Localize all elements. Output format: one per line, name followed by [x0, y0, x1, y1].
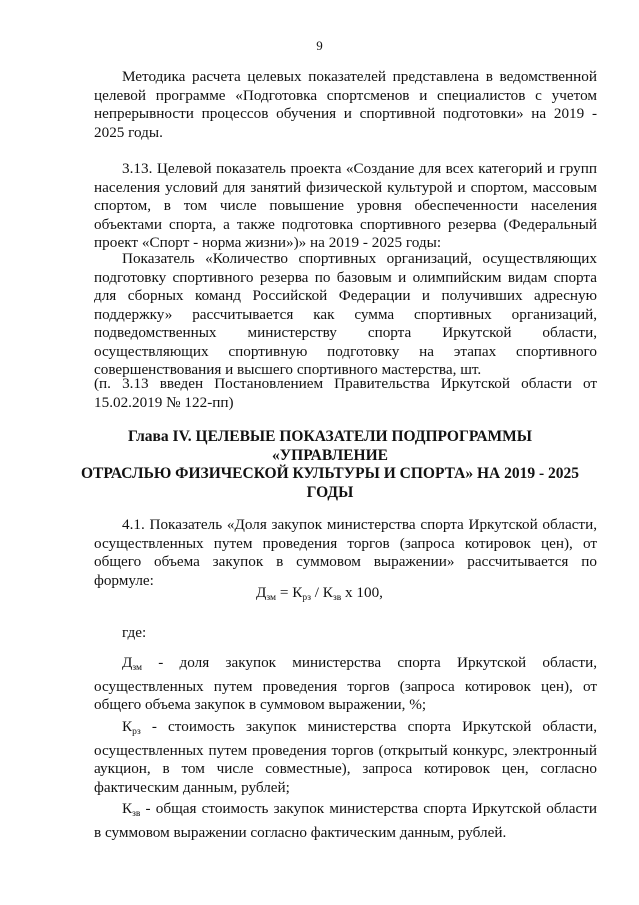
chapter-heading: [60, 428, 600, 502]
formula-k1-subscript: рз: [302, 593, 311, 603]
definition-k-zv-text: - общая стоимость закупок министерства спорта Иркутской области в суммовом выражении согласно фактическим данным, рублей.: [94, 800, 597, 841]
definition-k-rz: [94, 718, 597, 797]
formula-lhs: Д: [256, 584, 267, 601]
definition-k-rz-text: - стоимость закупок министерства спорта Иркутской области, осуществленных путем проведения торгов (открытый конкурс, электронный аукцион, в том числе совместные), запроса котировок цен, согласно фактическим данным, рублей;: [94, 718, 597, 796]
paragraph-4-1: 4.1. Показатель «Доля закупок министерства спорта Иркутской области, осуществленных путем проведения торгов (запроса котировок цен), от общего объема закупок в суммовом выражении» рассчитывается по формуле:: [94, 516, 597, 589]
formula: [0, 584, 639, 603]
definition-d-zm-subscript: зм: [132, 663, 143, 673]
paragraph-3-13: 3.13. Целевой показатель проекта «Создание для всех категорий и групп населения условий для занятий физической культурой и спортом, массовым спортом, в том числе повышение уровня обеспеченности населения объектами спорта, а также подготовка спортивного резерва (Федеральный проект «Спорт - норма жизни»)» на 2019 - 2025 годы:: [94, 160, 597, 251]
paragraph-amendment-note: (п. 3.13 введен Постановлением Правительства Иркутской области от 15.02.2019 № 122-пп): [94, 375, 597, 411]
page-number: 9: [316, 38, 323, 53]
chapter-heading-line-3: ОТРАСЛЬЮ ФИЗИЧЕСКОЙ КУЛЬТУРЫ И СПОРТА» НА 2019 - 2025: [80, 465, 580, 482]
formula-equals: = К: [276, 584, 303, 601]
chapter-heading-line-4: ГОДЫ: [306, 483, 354, 501]
where-label: где:: [122, 624, 147, 641]
paragraph-indicator: Показатель «Количество спортивных организаций, осуществляющих подготовку спортивного резерва по базовым и олимпийским видам спорта для сборных команд Российской Федерации и получивших адресную поддержку» рассчитывается как сумма спортивных организаций, подведомственных министерству спорта Иркутской области, осуществляющих спортивную подготовку на этапах спортивного совершенствования и высшего спортивного мастерства, шт.: [94, 250, 597, 378]
formula-tail: х 100,: [341, 584, 383, 601]
definition-k-zv-subscript: зв: [132, 809, 141, 819]
definition-d-zm-text: - доля закупок министерства спорта Иркутской области, осуществленных путем проведения торгов (запроса котировок цен), от общего объема закупок в суммовом выражении, %;: [94, 654, 597, 713]
definition-k-rz-subscript: рз: [132, 727, 141, 737]
definition-d-zm: [94, 654, 597, 715]
definition-d-zm-symbol: Д: [122, 654, 133, 671]
definition-k-zv: [94, 800, 597, 842]
chapter-heading-line-1: Глава IV. ЦЕЛЕВЫЕ ПОКАЗАТЕЛИ ПОДПРОГРАММЫ: [127, 428, 533, 445]
formula-lhs-subscript: зм: [266, 593, 277, 603]
definition-k-rz-symbol: К: [122, 718, 133, 735]
definition-k-zv-symbol: К: [122, 800, 133, 817]
chapter-heading-line-2: «УПРАВЛЕНИЕ: [272, 446, 388, 464]
paragraph-methodology: Методика расчета целевых показателей представлена в ведомственной целевой программе «Подготовка спортсменов и специалистов с учетом непрерывности процессов обучения и спортивной подготовки» на 2019 - 2025 годы.: [94, 68, 597, 141]
formula-divide: / К: [310, 584, 333, 601]
formula-k2-subscript: зв: [332, 593, 342, 603]
